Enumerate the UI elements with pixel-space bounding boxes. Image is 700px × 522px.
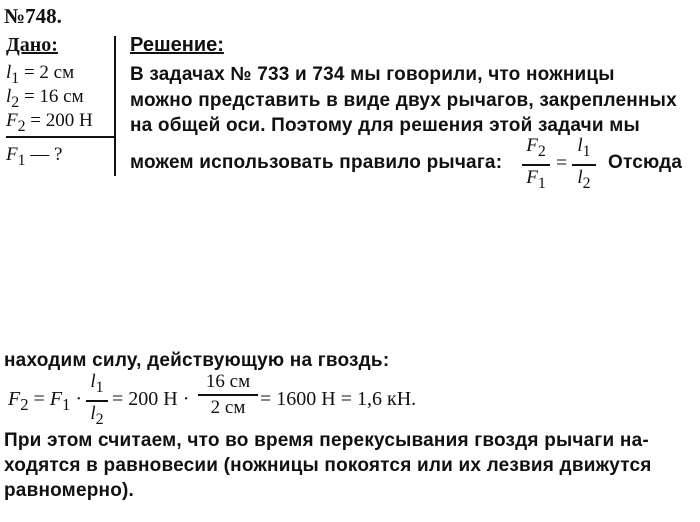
l2-value: = 16 см [19, 86, 84, 107]
solution-line-4-end: Отсюда [608, 152, 683, 173]
F1-subscript: 1 [17, 151, 26, 169]
fraction-bar [572, 164, 596, 166]
l1-value: = 2 см [19, 62, 75, 83]
rule-denominator-right: $l_2$ [577, 166, 591, 192]
find-value: — ? [25, 144, 63, 165]
given-heading: Дано: [6, 34, 58, 56]
rule-fraction-left [522, 136, 550, 194]
solution-line-3: на общей оси. Поэтому для решения этой задачи мы [130, 115, 640, 136]
F1-symbol: F [6, 144, 18, 165]
equation-fraction-1-denominator: $l_2$ [90, 402, 104, 428]
solution-line-6: При этом считаем, что во время перекусывания гвоздя рычаги на- [4, 430, 649, 451]
solution-line-7: ходятся в равновесии (ножницы покоятся или их лезвия движутся [4, 455, 652, 476]
solution-heading: Решение: [130, 34, 224, 56]
rule-fraction-right [572, 136, 596, 194]
solution-line-2: можно представить в виде двух рычагов, закрепленных [130, 90, 677, 111]
fraction-bar [198, 394, 258, 396]
find-F1 [6, 144, 62, 170]
given-separator [114, 36, 116, 176]
equation-fraction-2 [198, 372, 258, 418]
equation-fraction-1 [86, 372, 108, 430]
F2-value: = 200 Н [25, 110, 93, 131]
solution-line-1: В задачах № 733 и 734 мы говорили, что ножницы [130, 64, 615, 85]
equation-part-2: = 200 Н · [112, 388, 190, 410]
l2-subscript: 2 [11, 93, 20, 111]
given-l1 [6, 62, 74, 88]
equation-fraction-1-numerator: $l_1$ [90, 371, 104, 396]
rule-numerator-right: $l_1$ [577, 135, 591, 160]
given-F2 [6, 110, 93, 136]
problem-number: №748. [4, 4, 62, 28]
l1-symbol: l [6, 62, 12, 83]
given-l2 [6, 86, 84, 112]
solution-line-8: равномерно). [4, 480, 135, 501]
equation-lhs: $F_2 = F_1$ · [8, 388, 83, 414]
rule-equals: = [556, 152, 568, 174]
fraction-bar [86, 400, 108, 402]
F2-subscript: 2 [17, 117, 26, 135]
equation-fraction-2-numerator: 16 см [205, 371, 251, 392]
equation-fraction-2-denominator: 2 см [210, 397, 246, 418]
l1-subscript: 1 [11, 69, 20, 87]
rule-denominator-left: $F_1$ [526, 166, 546, 192]
F2-symbol: F [6, 110, 18, 131]
given-divider [6, 136, 114, 138]
solution-line-4-start: можем использовать правило рычага: [130, 152, 503, 173]
solution-line-5: находим силу, действующую на гвоздь: [4, 350, 390, 371]
equation-result: = 1600 Н = 1,6 кН. [260, 388, 417, 410]
l2-symbol: l [6, 86, 12, 107]
fraction-bar [522, 164, 550, 166]
rule-numerator-left: $F_2$ [526, 135, 546, 160]
